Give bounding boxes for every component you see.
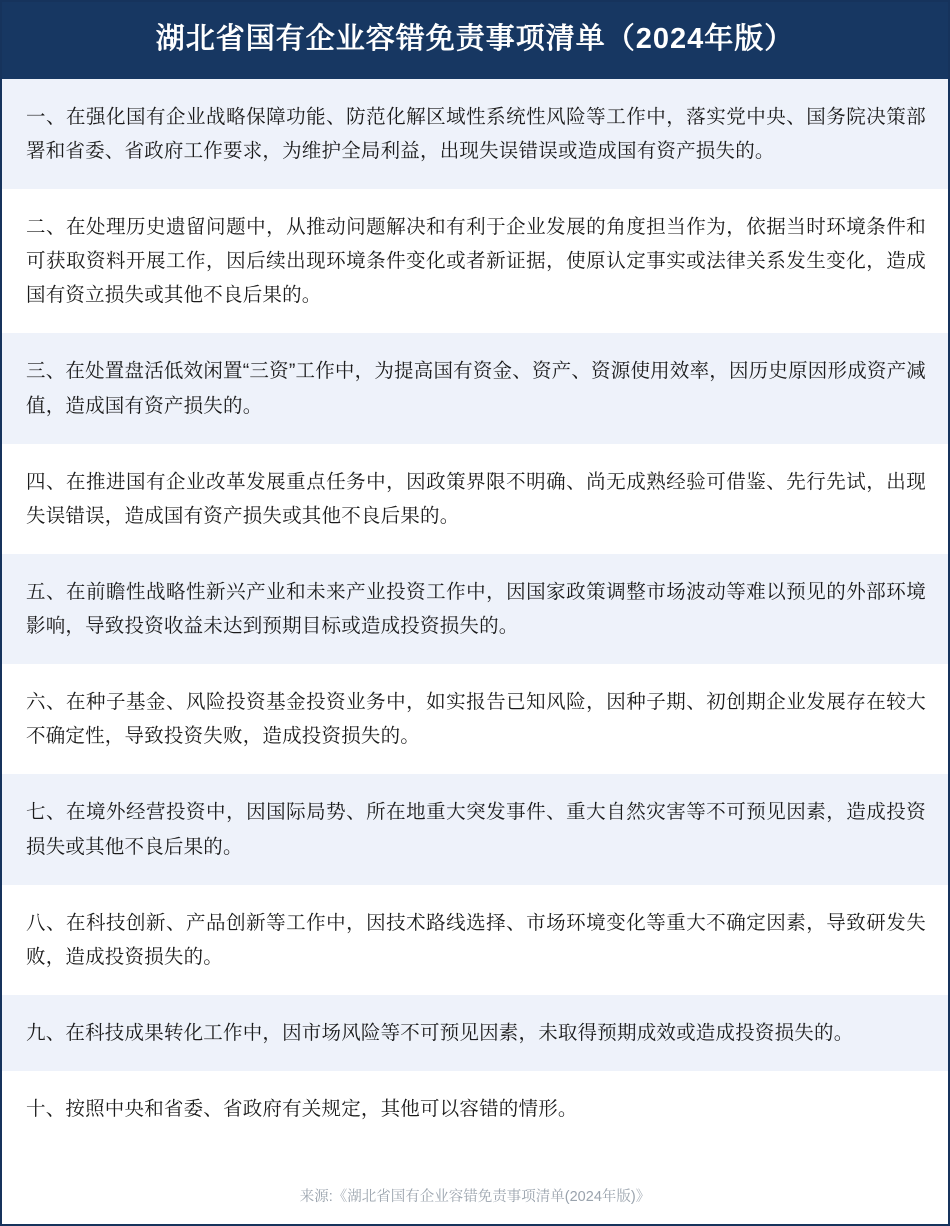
page-title: 湖北省国有企业容错免责事项清单（2024年版） [155,23,795,55]
document-title-bar [2,2,948,79]
list-item: 二、在处理历史遗留问题中，从推动问题解决和有利于企业发展的角度担当作为，依据当时环境条件和可获取资料开展工作，因后续出现环境条件变化或者新证据，使原认定事实或法律关系发生变化，造成国有资立损失或其他不良后果的。 [2,189,948,333]
list-item: 一、在强化国有企业战略保障功能、防范化解区域性系统性风险等工作中，落实党中央、国务院决策部署和省委、省政府工作要求，为维护全局利益，出现失误错误或造成国有资产损失的。 [2,79,948,189]
list-item: 六、在种子基金、风险投资基金投资业务中，如实报告已知风险，因种子期、初创期企业发展存在较大不确定性，导致投资失败，造成投资损失的。 [2,664,948,774]
clause-list [2,79,948,1169]
source-note: 来源:《湖北省国有企业容错免责事项清单(2024年版)》 [2,1169,948,1224]
list-item: 三、在处置盘活低效闲置“三资”工作中，为提高国有资金、资产、资源使用效率，因历史原因形成资产减值，造成国有资产损失的。 [2,333,948,443]
list-item: 九、在科技成果转化工作中，因市场风险等不可预见因素，未取得预期成效或造成投资损失的。 [2,995,948,1071]
list-item: 四、在推进国有企业改革发展重点任务中，因政策界限不明确、尚无成熟经验可借鉴、先行先试，出现失误错误，造成国有资产损失或其他不良后果的。 [2,444,948,554]
list-item: 十、按照中央和省委、省政府有关规定，其他可以容错的情形。 [2,1071,948,1147]
list-item: 七、在境外经营投资中，因国际局势、所在地重大突发事件、重大自然灾害等不可预见因素，造成投资损失或其他不良后果的。 [2,774,948,884]
list-item: 五、在前瞻性战略性新兴产业和未来产业投资工作中，因国家政策调整市场波动等难以预见的外部环境影响，导致投资收益未达到预期目标或造成投资损失的。 [2,554,948,664]
list-item: 八、在科技创新、产品创新等工作中，因技术路线选择、市场环境变化等重大不确定因素，导致研发失败，造成投资损失的。 [2,885,948,995]
